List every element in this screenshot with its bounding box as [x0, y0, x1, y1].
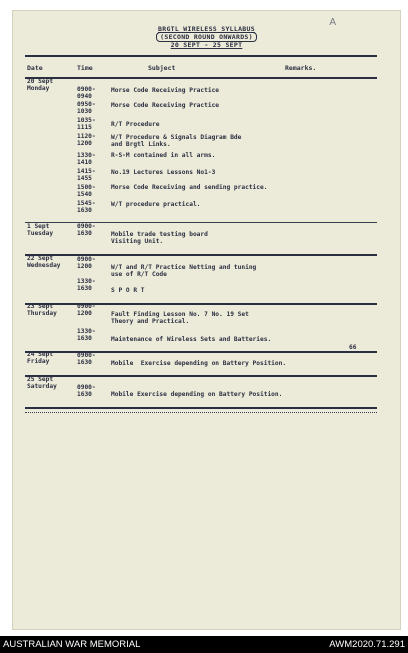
document-title: BRGTL WIRELESS SYLLABUS: [158, 25, 255, 33]
row-time: 1035- 1115: [77, 117, 96, 131]
margin-note: 66: [349, 344, 357, 351]
table-bottom-rule: [25, 407, 377, 409]
row-subject: Mobile Exercise depending on Battery Position.: [111, 391, 283, 398]
col-header-time: Time: [77, 64, 93, 72]
header-rule-bottom: [25, 77, 377, 79]
row-subject: Morse Code Receiving Practice: [111, 87, 220, 94]
day-date: 1 Sept: [27, 223, 50, 230]
row-subject: W/T Procedure & Signals Diagram Bde and Brgtl Links.: [111, 134, 242, 148]
footer-institution: AUSTRALIAN WAR MEMORIAL: [3, 639, 141, 650]
col-header-remarks: Remarks.: [285, 64, 317, 72]
row-time: 1330- 1630: [77, 328, 96, 342]
row-time: 0900- 1200: [77, 256, 96, 270]
document-page: [12, 10, 401, 630]
row-time: 0900- 1630: [77, 352, 96, 366]
row-subject: S P O R T: [111, 287, 145, 294]
row-subject: Morse Code Receiving and sending practice.: [111, 184, 268, 191]
row-subject: Morse Code Receiving Practice: [111, 102, 220, 109]
row-subject: Maintenance of Wireless Sets and Batteries.: [111, 336, 272, 343]
row-time: 0900- 1630: [77, 223, 96, 237]
row-subject: Fault Finding Lesson No. 7 No. 19 Set Theory and Practical.: [111, 311, 249, 325]
day-date: 23 Sept: [27, 303, 54, 310]
day-name: Wednesday: [27, 262, 61, 269]
day-name: Tuesday: [27, 230, 54, 237]
row-time: 1330- 1410: [77, 152, 96, 166]
table-bottom-dots: [25, 412, 377, 413]
day-name: Friday: [27, 358, 50, 365]
row-time: 1120- 1200: [77, 133, 96, 147]
day-date: 25 Sept: [27, 376, 54, 383]
row-subject: R-S-M contained in all arms.: [111, 152, 216, 159]
header-rule-top: [25, 55, 377, 57]
archive-footer: [0, 636, 408, 653]
row-subject: Mobile trade testing board Visiting Unit.: [111, 231, 208, 245]
row-time: 0900- 0940: [77, 86, 96, 100]
row-subject: Mobile Exercise depending on Battery Position.: [111, 360, 287, 367]
page-mark: A: [329, 17, 336, 28]
col-header-subject: Subject: [148, 64, 176, 72]
day-date: 20 Sept: [27, 78, 54, 85]
row-subject: No.19 Lectures Lessons No1-3: [111, 169, 216, 176]
row-subject: W/T and R/T Practice Netting and tuning use of R/T Code: [111, 264, 257, 278]
row-time: 0900- 1630: [77, 384, 96, 398]
document-dates: 20 SEPT - 25 SEPT: [170, 41, 243, 49]
day-date: 24 Sept: [27, 351, 54, 358]
row-time: 1545- 1630: [77, 200, 96, 214]
row-time: 1415- 1455: [77, 168, 96, 182]
row-subject: W/T procedure practical.: [111, 201, 201, 208]
row-subject: R/T Procedure: [111, 121, 160, 128]
row-time: 0900- 1200: [77, 303, 96, 317]
footer-accession-number: AWM2020.71.291: [329, 639, 405, 650]
day-name: Thursday: [27, 310, 57, 317]
day-name: Monday: [27, 85, 50, 92]
row-time: 1330- 1630: [77, 278, 96, 292]
day-name: Saturday: [27, 383, 57, 390]
day-rule: [25, 375, 377, 377]
document-subtitle: (SECOND ROUND ONWARDS): [13, 33, 400, 41]
row-time: 1500- 1540: [77, 184, 96, 198]
row-time: 0950- 1030: [77, 101, 96, 115]
col-header-date: Date: [27, 64, 43, 72]
day-date: 22 Sept: [27, 255, 54, 262]
